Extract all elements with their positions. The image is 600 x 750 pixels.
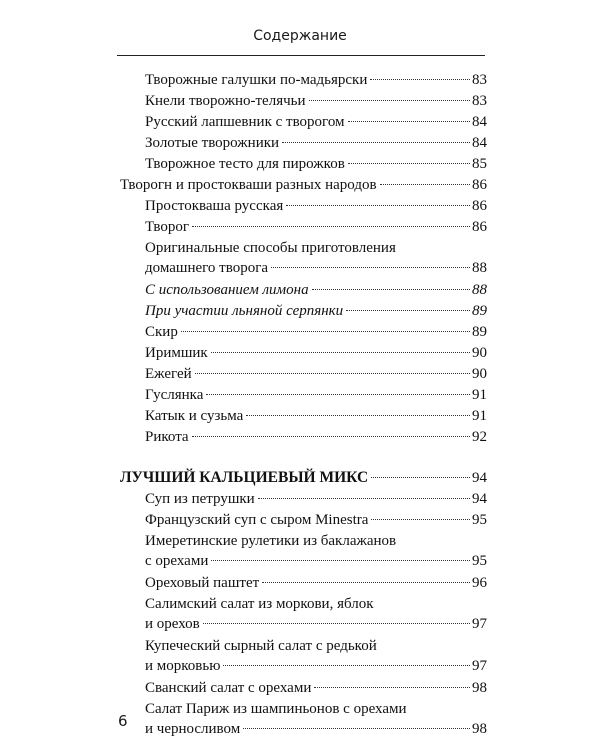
toc-entry-label: и морковью (145, 658, 221, 674)
toc-entry-page: 91 (472, 408, 487, 424)
leader-dots (370, 79, 470, 80)
leader-dots (223, 665, 470, 666)
toc-entry-label: Творожное тесто для пирожков (145, 156, 345, 172)
toc-entry (145, 343, 487, 363)
leader-dots (181, 331, 470, 332)
toc-entry (145, 280, 487, 300)
toc-entry-label: Суп из петрушки (145, 491, 255, 507)
toc-entry-label: Французский суп с сыром Minestra (145, 512, 369, 528)
toc-entry-label: с орехами (145, 553, 209, 569)
toc-entry-page: 97 (472, 616, 487, 632)
toc-entry-page: 91 (472, 387, 487, 403)
leader-dots (380, 184, 470, 185)
toc-entry (145, 385, 487, 405)
toc-entry (145, 699, 487, 740)
leader-dots (243, 728, 470, 729)
leader-dots (314, 687, 470, 688)
leader-dots (195, 373, 470, 374)
toc-entry-label: С использованием лимона (145, 282, 309, 298)
toc-entry-page: 86 (472, 219, 487, 235)
toc-entry (145, 364, 487, 384)
toc-entry-page: 88 (472, 282, 487, 298)
toc-entry-page: 92 (472, 429, 487, 445)
toc-entry-page: 98 (472, 680, 487, 696)
running-header: Содержание (253, 28, 347, 44)
toc-entry-page: 89 (472, 303, 487, 319)
toc-entry (145, 301, 487, 321)
leader-dots (312, 289, 470, 290)
toc-entry-label: и черносливом (145, 721, 241, 737)
leader-dots (258, 498, 470, 499)
toc-entry-page: 88 (472, 260, 487, 276)
toc-entry-page: 86 (472, 198, 487, 214)
page-number: 6 (118, 712, 128, 730)
toc-entry (145, 636, 487, 677)
leader-dots (346, 310, 470, 311)
toc-entry-label: Катык и сузьма (145, 408, 244, 424)
toc-entry-page: 94 (472, 470, 487, 486)
leader-dots (211, 560, 470, 561)
toc-entry-label: Сванский салат с орехами (145, 680, 312, 696)
toc-entry-page: 95 (472, 553, 487, 569)
leader-dots (206, 394, 470, 395)
toc-entry-label: Творогн и простокваши разных народов (120, 177, 377, 193)
toc-entry (145, 154, 487, 174)
toc-entry (145, 217, 487, 237)
toc-entry (145, 133, 487, 153)
toc-entry (145, 406, 487, 426)
toc-entry-label: Скир (145, 324, 178, 340)
leader-dots (348, 121, 470, 122)
toc-entry (145, 238, 487, 279)
toc-entry-page: 89 (472, 324, 487, 340)
toc-entry-page: 86 (472, 177, 487, 193)
leader-dots (286, 205, 470, 206)
toc-entry-page: 95 (472, 512, 487, 528)
header-rule (117, 55, 485, 56)
toc-chapter-label: ЛУЧШИЙ КАЛЬЦИЕВЫЙ МИКС (120, 469, 369, 486)
leader-dots (371, 519, 470, 520)
toc-section-entry (120, 175, 487, 195)
toc-entry-label: Иримшик (145, 345, 208, 361)
toc-entry-label-line1: Оригинальные способы приготовления (145, 240, 396, 256)
leader-dots (192, 436, 470, 437)
toc-entry-label: Ореховый паштет (145, 575, 260, 591)
toc-chapter-entry (120, 468, 487, 488)
leader-dots (309, 100, 470, 101)
toc-entry-label: и орехов (145, 616, 200, 632)
toc-entry (145, 196, 487, 216)
toc-entry-label-line1: Салат Париж из шампиньонов с орехами (145, 701, 407, 717)
toc-entry-page: 84 (472, 135, 487, 151)
toc-entry-label: Кнели творожно-телячьи (145, 93, 306, 109)
toc-entry-page: 98 (472, 721, 487, 737)
toc-entry (145, 531, 487, 572)
leader-dots (262, 582, 470, 583)
toc-entry-label: домашнего творога (145, 260, 269, 276)
leader-dots (211, 352, 470, 353)
toc-entry (145, 427, 487, 447)
toc-entry-label: Гуслянка (145, 387, 204, 403)
toc-entry (145, 510, 487, 530)
toc-entry-label-line1: Купеческий сырный салат с редькой (145, 638, 377, 654)
toc-entry (145, 70, 487, 90)
toc-entry-page: 94 (472, 491, 487, 507)
leader-dots (371, 477, 470, 478)
toc-entry-page: 97 (472, 658, 487, 674)
toc-entry-label: Творог (145, 219, 190, 235)
toc-entry-label: Творожные галушки по-мадьярски (145, 72, 368, 88)
toc-entry-label-line1: Салимский салат из моркови, яблок (145, 596, 374, 612)
toc-entry (145, 573, 487, 593)
leader-dots (203, 623, 470, 624)
toc-entry (145, 594, 487, 635)
toc-entry-page: 96 (472, 575, 487, 591)
toc-entry-page: 90 (472, 345, 487, 361)
toc-entry (145, 489, 487, 509)
leader-dots (192, 226, 470, 227)
toc-entry (145, 322, 487, 342)
leader-dots (246, 415, 470, 416)
toc-entry-label: Ежегей (145, 366, 192, 382)
toc-entry-label: Золотые творожники (145, 135, 280, 151)
leader-dots (348, 163, 470, 164)
toc-entry-page: 83 (472, 72, 487, 88)
toc-entry-label: При участии льняной серпянки (145, 303, 344, 319)
toc-entry (145, 91, 487, 111)
toc-entry-page: 90 (472, 366, 487, 382)
toc-entry-label-line1: Имеретинские рулетики из баклажанов (145, 533, 397, 549)
toc-entry-label: Простокваша русская (145, 198, 284, 214)
toc-entry (145, 112, 487, 132)
toc-entry-label: Рикота (145, 429, 189, 445)
toc-entry-page: 83 (472, 93, 487, 109)
leader-dots (271, 267, 470, 268)
toc-entry-label: Русский лапшевник с творогом (145, 114, 345, 130)
toc-entry-page: 85 (472, 156, 487, 172)
toc-entry-page: 84 (472, 114, 487, 130)
toc-entry (145, 678, 487, 698)
leader-dots (282, 142, 470, 143)
